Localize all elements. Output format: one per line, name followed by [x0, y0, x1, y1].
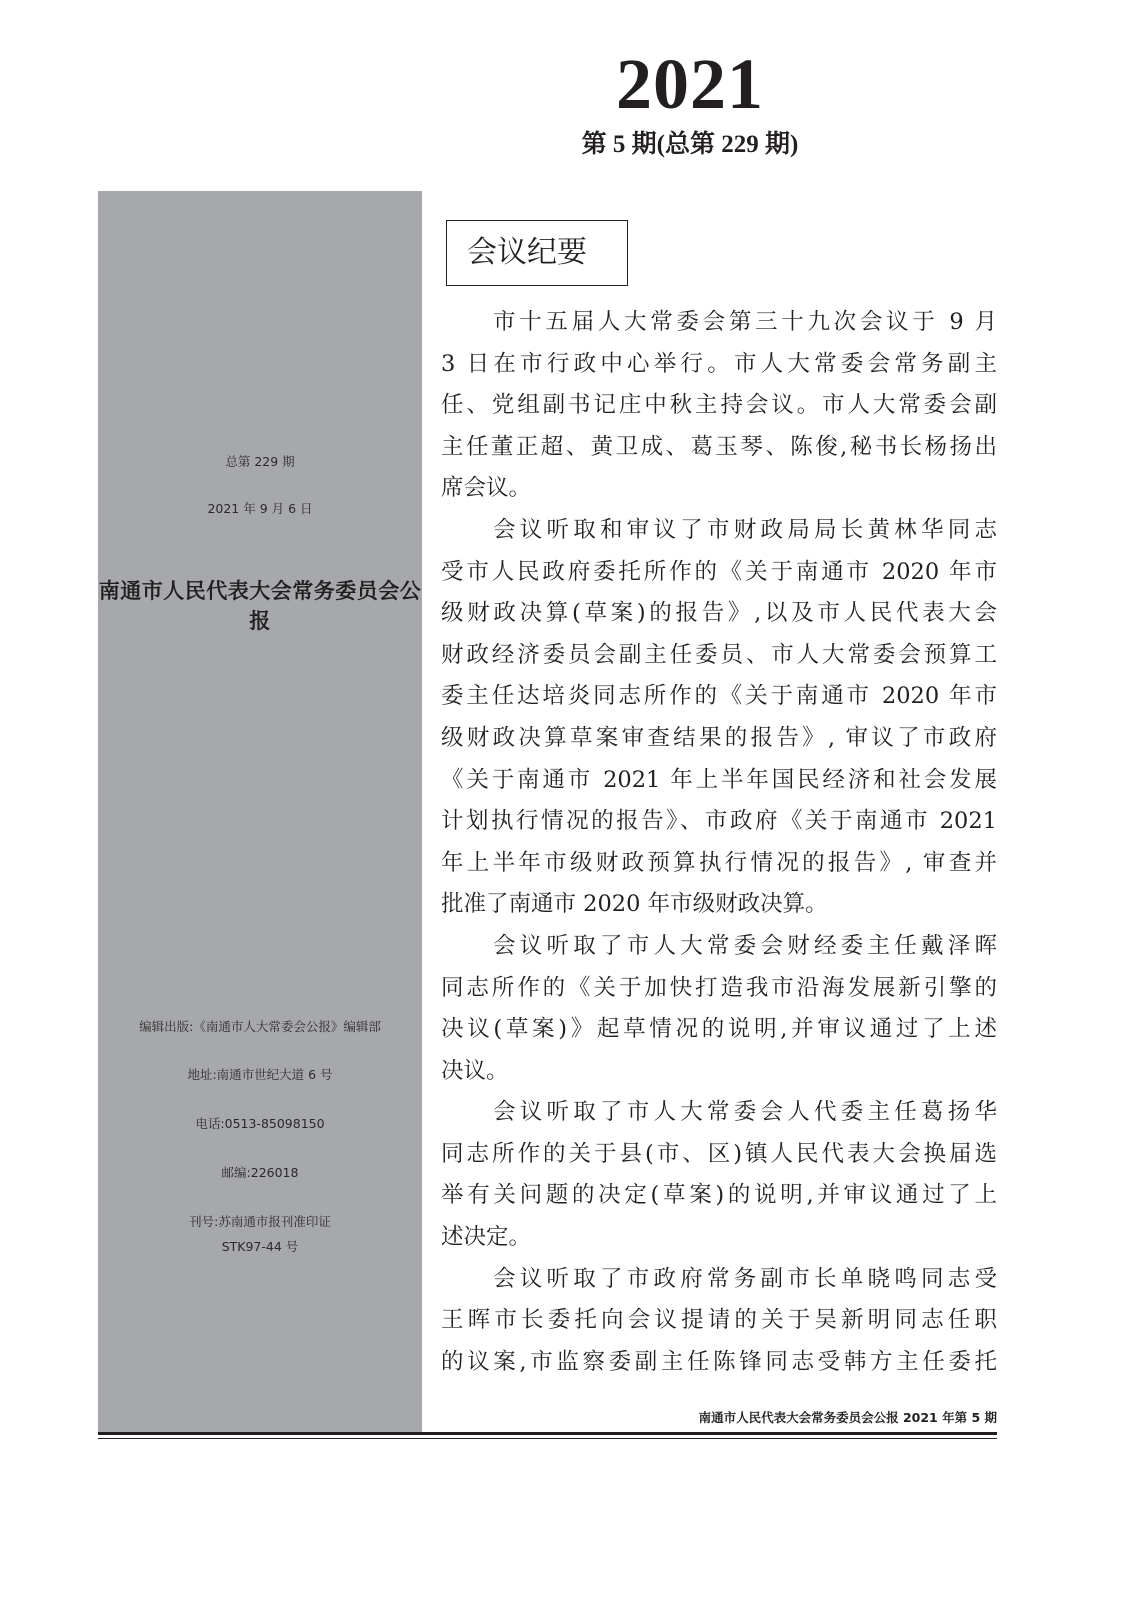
text-line: 会议听取了市人大常委会财经委主任戴泽晖: [493, 932, 997, 959]
text-line: 3 日在市行政中心举行。市人大常委会常务副主: [441, 350, 997, 377]
text-line: 同志所作的《关于加快打造我市沿海发展新引擎的: [441, 974, 997, 1001]
text-line: 同志所作的关于县(市、区)镇人民代表大会换届选: [441, 1140, 997, 1167]
address-info: 地址:南通市世纪大道 6 号: [187, 1067, 333, 1082]
publisher-info: 编辑出版:《南通市人大常委会公报》编辑部: [139, 1019, 381, 1034]
text-line: 《关于南通市 2021 年上半年国民经济和社会发展: [441, 766, 997, 793]
text-line: 受市人民政府委托所作的《关于南通市 2020 年市: [441, 558, 997, 585]
year-heading: 2021: [616, 44, 764, 124]
phone-info: 电话:0513-85098150: [195, 1116, 325, 1131]
text-line: 举有关问题的决定(草案)的说明,并审议通过了上: [441, 1182, 997, 1209]
text-line: 会议听取了市政府常务副市长单晓鸣同志受: [493, 1265, 997, 1292]
footer-rule-thin: [98, 1438, 997, 1439]
text-line: 会议听取和审议了市财政局局长黄林华同志: [493, 516, 997, 543]
section-heading-box: [446, 220, 628, 286]
publish-date: 2021 年 9 月 6 日: [207, 501, 313, 516]
text-line: 述决定。: [441, 1224, 532, 1251]
total-issue: 总第 229 期: [225, 454, 295, 469]
text-line: 主任董正超、黄卫成、葛玉琴、陈俊,秘书长杨扬出: [441, 433, 997, 460]
text-line: 席会议。: [441, 475, 532, 502]
running-footer: 南通市人民代表大会常务委员会公报 2021 年第 5 期: [698, 1410, 997, 1425]
issue-number: 第 5 期(总第 229 期): [581, 131, 799, 158]
text-line: 级财政决算(草案)的报告》,以及市人民代表大会: [441, 600, 997, 627]
text-line: 任、党组副书记庄中秋主持会议。市人大常委会副: [441, 392, 997, 419]
text-line: 会议听取了市人大常委会人代委主任葛扬华: [493, 1099, 997, 1126]
section-title: 会议纪要: [467, 235, 587, 270]
text-line: 委主任达培炎同志所作的《关于南通市 2020 年市: [441, 683, 997, 710]
postcode-info: 邮编:226018: [221, 1165, 299, 1180]
text-line: 批准了南通市 2020 年市级财政决算。: [441, 891, 828, 918]
footer-rule-thick: [98, 1432, 997, 1435]
text-line: 王晖市长委托向会议提请的关于吴新明同志任职: [441, 1307, 997, 1334]
article-body: [441, 302, 997, 1383]
text-line: 级财政决算草案审查结果的报告》, 审议了市政府: [441, 724, 997, 751]
permit-info-line2: STK97-44 号: [221, 1239, 299, 1254]
text-line: 年上半年市级财政预算执行情况的报告》, 审查并: [441, 849, 997, 876]
text-line: 的议案,市监察委副主任陈锋同志受韩方主任委托: [441, 1348, 997, 1375]
sidebar-panel: [98, 191, 422, 1432]
bulletin-title: 南通市人民代表大会常务委员会公报: [98, 579, 422, 633]
text-line: 市十五届人大常委会第三十九次会议于 9 月: [493, 309, 997, 335]
permit-info-line1: 刊号:苏南通市报刊准印证: [189, 1214, 331, 1229]
text-line: 财政经济委员会副主任委员、市人大常委会预算工: [441, 641, 997, 668]
text-line: 决议。: [441, 1057, 509, 1084]
text-line: 计划执行情况的报告》、市政府《关于南通市 2021: [441, 808, 997, 835]
text-line: 决议(草案)》起草情况的说明,并审议通过了上述: [441, 1016, 997, 1043]
